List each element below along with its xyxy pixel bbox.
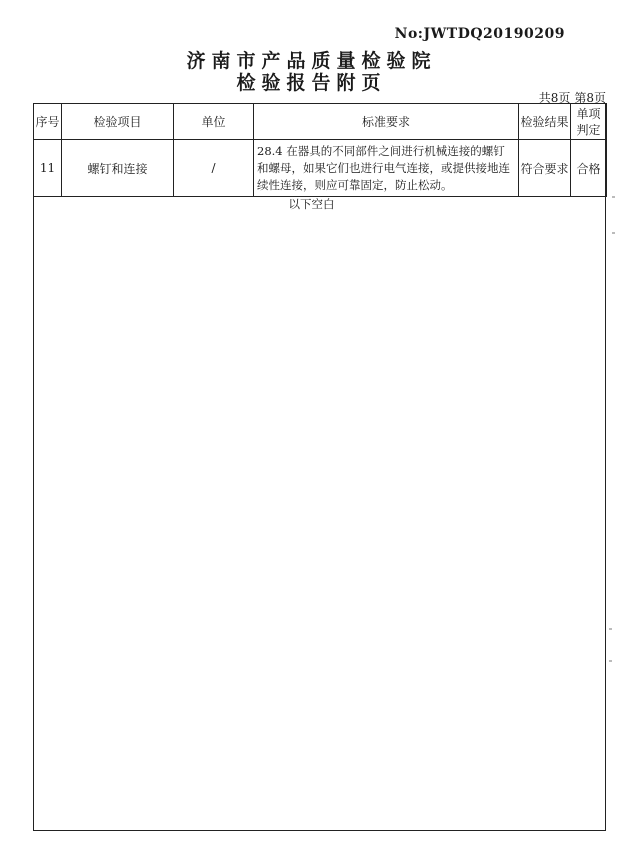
column-header-requirement: 标准要求 [254,104,519,140]
total-pages: 共8页 [538,91,571,105]
inspection-table [33,103,607,197]
cell-requirement: 28.4 在器具的不同部件之间进行机械连接的螺钉和螺母，如果它们也进行电气连接，或提供接地连续性连接，则应可靠固定，防止松动。 [254,140,519,197]
table-header-row [34,104,607,140]
report-appendix-title: 检验报告附页 [236,72,387,94]
scan-speck [612,232,615,234]
cell-verdict: 合格 [571,140,607,197]
column-header-unit: 单位 [174,104,254,140]
cell-result: 符合要求 [519,140,571,197]
current-page: 第8页 [574,91,606,105]
institute-title: 济南市产品质量检验院 [186,50,437,72]
scan-speck [612,196,615,198]
column-header-no: 序号 [34,104,62,140]
column-header-verdict: 单项判定 [571,104,607,140]
report-frame [33,103,606,831]
cell-unit: / [174,140,254,197]
column-header-result: 检验结果 [519,104,571,140]
report-number: No:JWTDQ20190209 [394,26,565,42]
scan-speck [609,660,612,662]
column-header-item: 检验项目 [62,104,174,140]
cell-no: 11 [34,140,62,197]
table-row [34,140,607,197]
scan-speck [609,628,612,630]
blank-below-note: 以下空白 [288,197,335,211]
cell-item: 螺钉和连接 [62,140,174,197]
